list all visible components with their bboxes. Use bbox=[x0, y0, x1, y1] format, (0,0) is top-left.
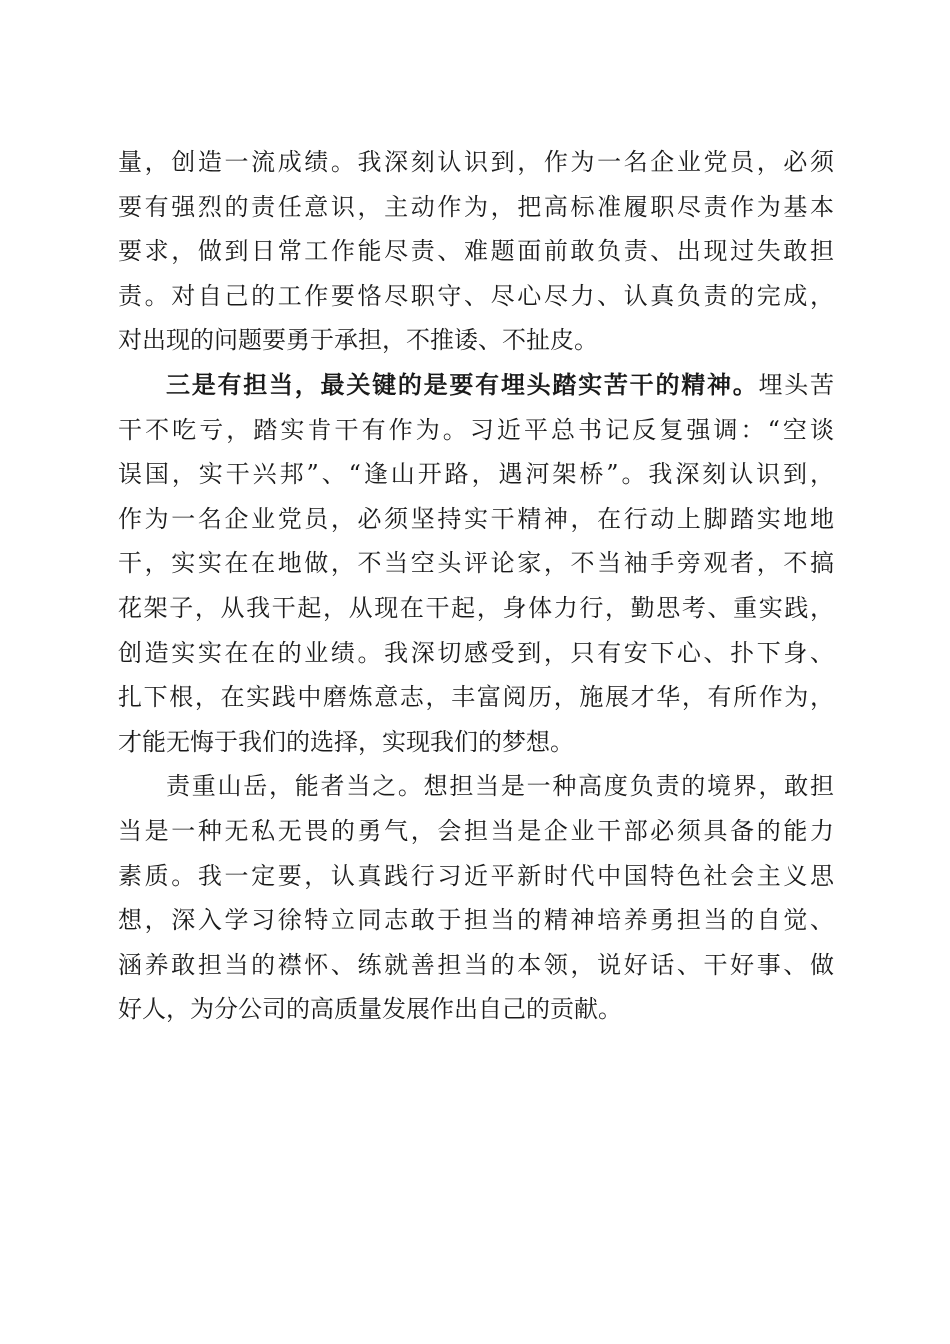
paragraph-responsibility bbox=[118, 140, 834, 363]
text-line: 作为一名企业党员，必须坚持实干精神，在行动上脚踏实地地 bbox=[118, 504, 834, 533]
text-line: 要有强烈的责任意识，主动作为，把高标准履职尽责作为基本 bbox=[118, 192, 834, 221]
text-line: 干不吃亏，踏实肯干有作为。习近平总书记反复强调：“空谈 bbox=[118, 415, 834, 444]
text-line: 好人，为分公司的高质量发展作出自己的贡献。 bbox=[118, 995, 622, 1024]
text-line: 才能无悔于我们的选择，实现我们的梦想。 bbox=[118, 727, 574, 756]
paragraph-conclusion bbox=[118, 764, 834, 1032]
heading-line-rest: 埋头苦 bbox=[758, 370, 834, 399]
text-line: 要求，做到日常工作能尽责、难题面前敢负责、出现过失敢担 bbox=[118, 237, 834, 266]
text-line: 干，实实在在地做，不当空头评论家，不当袖手旁观者，不搞 bbox=[118, 549, 834, 578]
paragraph-heading: 三是有担当，最关键的是要有埋头踏实苦干的精神。 bbox=[166, 369, 759, 399]
document-body bbox=[118, 140, 834, 1032]
text-line: 误国，实干兴邦”、“逢山开路，遇河架桥”。我深刻认识到， bbox=[118, 460, 834, 489]
paragraph-hard-work bbox=[118, 363, 834, 764]
text-line: 涵养敢担当的襟怀、练就善担当的本领，说好话、干好事、做 bbox=[118, 950, 834, 979]
text-line bbox=[118, 363, 834, 408]
text-line: 量，创造一流成绩。我深刻认识到，作为一名企业党员，必须 bbox=[118, 148, 834, 176]
text-line: 素质。我一定要，认真践行习近平新时代中国特色社会主义思 bbox=[118, 861, 834, 890]
text-line: 当是一种无私无畏的勇气，会担当是企业干部必须具备的能力 bbox=[118, 816, 834, 845]
text-line: 责重山岳，能者当之。想担当是一种高度负责的境界，敢担 bbox=[166, 772, 834, 801]
text-line: 扎下根，在实践中磨炼意志，丰富阅历，施展才华，有所作为， bbox=[118, 683, 834, 712]
text-line: 责。对自己的工作要恪尽职守、尽心尽力、认真负责的完成， bbox=[118, 281, 834, 310]
text-line: 对出现的问题要勇于承担，不推诿、不扯皮。 bbox=[118, 326, 598, 355]
text-line: 创造实实在在的业绩。我深切感受到，只有安下心、扑下身、 bbox=[118, 638, 834, 667]
text-line: 花架子，从我干起，从现在干起，身体力行，勤思考、重实践， bbox=[118, 593, 834, 622]
text-line: 想，深入学习徐特立同志敢于担当的精神培养勇担当的自觉、 bbox=[118, 906, 834, 935]
